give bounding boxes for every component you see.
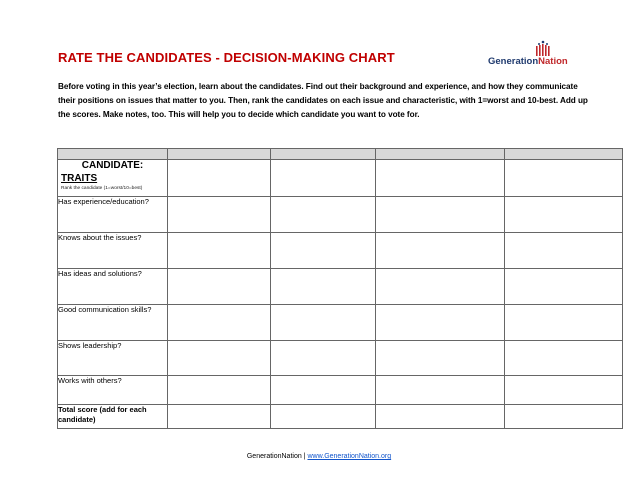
header-cell	[58, 149, 168, 160]
header-cell	[505, 149, 623, 160]
trait-label: Has ideas and solutions?	[58, 269, 168, 305]
header-cell	[376, 149, 505, 160]
score-cell[interactable]	[505, 197, 623, 233]
score-cell[interactable]	[271, 376, 376, 405]
candidate-label: CANDIDATE:	[81, 160, 144, 171]
footer-link[interactable]: www.GenerationNation.org	[307, 453, 392, 460]
score-cell[interactable]	[168, 341, 271, 376]
header-cell	[168, 149, 271, 160]
table-row	[58, 269, 623, 305]
table-row	[58, 341, 623, 376]
candidate-row	[58, 160, 623, 173]
score-cell[interactable]	[168, 233, 271, 269]
score-cell[interactable]	[168, 197, 271, 233]
logo-text-highlight: Nation	[538, 56, 568, 67]
score-cell[interactable]	[271, 269, 376, 305]
total-cell[interactable]	[505, 405, 623, 429]
total-label: Total score (add for each candidate)	[58, 405, 168, 429]
table-row	[58, 233, 623, 269]
header-cell	[271, 149, 376, 160]
score-cell[interactable]	[271, 341, 376, 376]
traits-row	[58, 172, 623, 197]
trait-label: Good communication skills?	[58, 305, 168, 341]
candidate-name-cell[interactable]	[271, 160, 376, 173]
score-cell[interactable]	[271, 233, 376, 269]
logo-text	[488, 56, 568, 67]
candidate-name-cell[interactable]	[505, 160, 623, 173]
trait-label: Shows leadership?	[58, 341, 168, 376]
total-cell[interactable]	[376, 405, 505, 429]
score-cell[interactable]	[376, 197, 505, 233]
score-cell[interactable]	[376, 269, 505, 305]
score-cell[interactable]	[505, 305, 623, 341]
footer	[0, 453, 638, 460]
table-row	[58, 376, 623, 405]
trait-label: Has experience/education?	[58, 197, 168, 233]
score-cell[interactable]	[376, 305, 505, 341]
total-cell[interactable]	[271, 405, 376, 429]
score-cell[interactable]	[505, 341, 623, 376]
footer-org: GenerationNation	[246, 453, 302, 460]
total-cell[interactable]	[168, 405, 271, 429]
page-title: RATE THE CANDIDATES - DECISION-MAKING CHART	[58, 50, 395, 65]
score-cell[interactable]	[505, 269, 623, 305]
trait-label: Works with others?	[58, 376, 168, 405]
traits-heading: TRAITS	[61, 173, 98, 184]
score-cell[interactable]	[376, 376, 505, 405]
generation-nation-logo	[488, 40, 578, 70]
intro-paragraph: Before voting in this year’s election, learn about the candidates. Find out their background and experience, and how they communicate their positions on issues that matter to you. Then, rank the candidates on each issue and characteristic, with 1=worst and 10-best. Add up the scores. Make notes, too. This will help you to decide which candidate you want to vote for.	[58, 82, 588, 119]
score-cell[interactable]	[168, 269, 271, 305]
table-row	[58, 197, 623, 233]
score-cell[interactable]	[271, 305, 376, 341]
score-cell[interactable]	[271, 197, 376, 233]
traits-subtitle: Rank the candidate (1=worst/10=best)	[61, 186, 143, 191]
decision-chart	[57, 148, 623, 429]
logo-text-main: Generation	[488, 56, 539, 67]
score-cell[interactable]	[168, 376, 271, 405]
score-cell[interactable]	[376, 233, 505, 269]
table-row	[58, 305, 623, 341]
score-cell[interactable]	[505, 233, 623, 269]
candidate-name-cell[interactable]	[376, 160, 505, 173]
score-cell[interactable]	[168, 305, 271, 341]
total-row	[58, 405, 623, 429]
score-cell[interactable]	[376, 341, 505, 376]
score-cell[interactable]	[505, 376, 623, 405]
header-band	[58, 149, 623, 160]
footer-separator: |	[303, 453, 306, 460]
trait-label: Knows about the issues?	[58, 233, 168, 269]
candidate-name-cell[interactable]	[168, 160, 271, 173]
